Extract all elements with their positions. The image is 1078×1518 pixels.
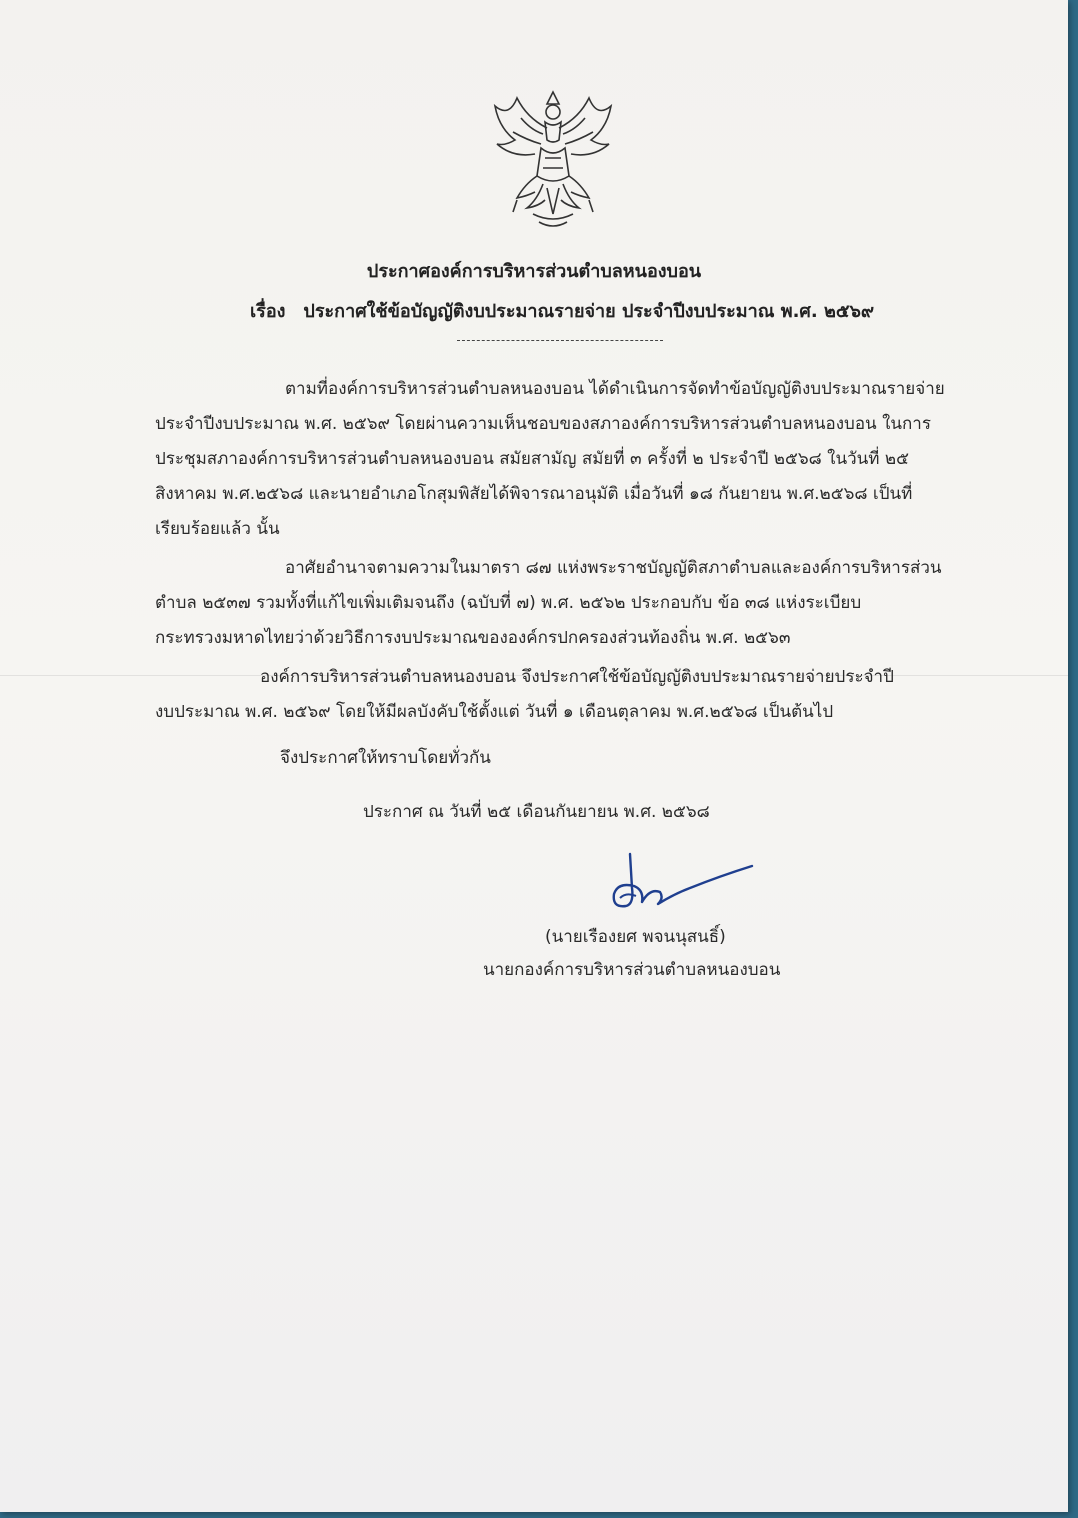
announcement-date: ประกาศ ณ วันที่ ๒๕ เดือนกันยายน พ.ศ. ๒๕๖๘ (363, 802, 710, 822)
announcement-title: ประกาศองค์การบริหารส่วนตำบลหนองบอน (366, 261, 702, 282)
subject-label: เรื่อง (250, 301, 286, 322)
paragraph-line: ประชุมสภาองค์การบริหารส่วนตำบลหนองบอน สมัยสามัญ สมัยที่ ๓ ครั้งที่ ๒ ประจำปี ๒๕๖๘ ในวันที่ ๒๕ (155, 449, 909, 469)
paragraph-line: สิงหาคม พ.ศ.๒๕๖๘ และนายอำเภอโกสุมพิสัยได้พิจารณาอนุมัติ เมื่อวันที่ ๑๘ กันยายน พ.ศ.๒๕๖๘ เป็นที่ (155, 484, 913, 504)
closing-statement: จึงประกาศให้ทราบโดยทั่วกัน (280, 748, 491, 768)
signer-title: นายกองค์การบริหารส่วนตำบลหนองบอน (483, 960, 781, 980)
paragraph-line: กระทรวงมหาดไทยว่าด้วยวิธีการงบประมาณขององค์กรปกครองส่วนท้องถิ่น พ.ศ. ๒๕๖๓ (155, 628, 791, 648)
subject-line (250, 296, 874, 325)
paragraph-line: อาศัยอำนาจตามความในมาตรา ๘๗ แห่งพระราชบัญญัติสภาตำบลและองค์การบริหารส่วน (285, 558, 942, 578)
garuda-emblem-icon (487, 88, 619, 238)
title-divider (457, 340, 663, 341)
paragraph-3 (155, 660, 972, 730)
paragraph-1 (155, 372, 972, 547)
signature (590, 848, 760, 920)
paragraph-line: ตามที่องค์การบริหารส่วนตำบลหนองบอน ได้ดำเนินการจัดทำข้อบัญญัติงบประมาณรายจ่าย (285, 379, 945, 399)
paragraph-line: องค์การบริหารส่วนตำบลหนองบอน จึงประกาศใช้ข้อบัญญัติงบประมาณรายจ่ายประจำปี (260, 667, 894, 687)
paragraph-2 (155, 551, 972, 656)
paragraph-line: ตำบล ๒๕๓๗ รวมทั้งที่แก้ไขเพิ่มเติมจนถึง (ฉบับที่ ๗) พ.ศ. ๒๕๖๒ ประกอบกับ ข้อ ๓๘ แห่งระเบียบ (155, 593, 862, 613)
paragraph-line: ประจำปีงบประมาณ พ.ศ. ๒๕๖๙ โดยผ่านความเห็นชอบของสภาองค์การบริหารส่วนตำบลหนองบอน ในการ (155, 414, 931, 434)
paragraph-line: เรียบร้อยแล้ว นั้น (155, 519, 280, 539)
signer-name: (นายเรืองยศ พจนนุสนธิ์) (545, 927, 726, 947)
subject-text: ประกาศใช้ข้อบัญญัติงบประมาณรายจ่าย ประจำปีงบประมาณ พ.ศ. ๒๕๖๙ (303, 301, 875, 322)
paragraph-line: งบประมาณ พ.ศ. ๒๕๖๙ โดยให้มีผลบังคับใช้ตั้งแต่ วันที่ ๑ เดือนตุลาคม พ.ศ.๒๕๖๘ เป็นต้นไป (155, 702, 834, 722)
